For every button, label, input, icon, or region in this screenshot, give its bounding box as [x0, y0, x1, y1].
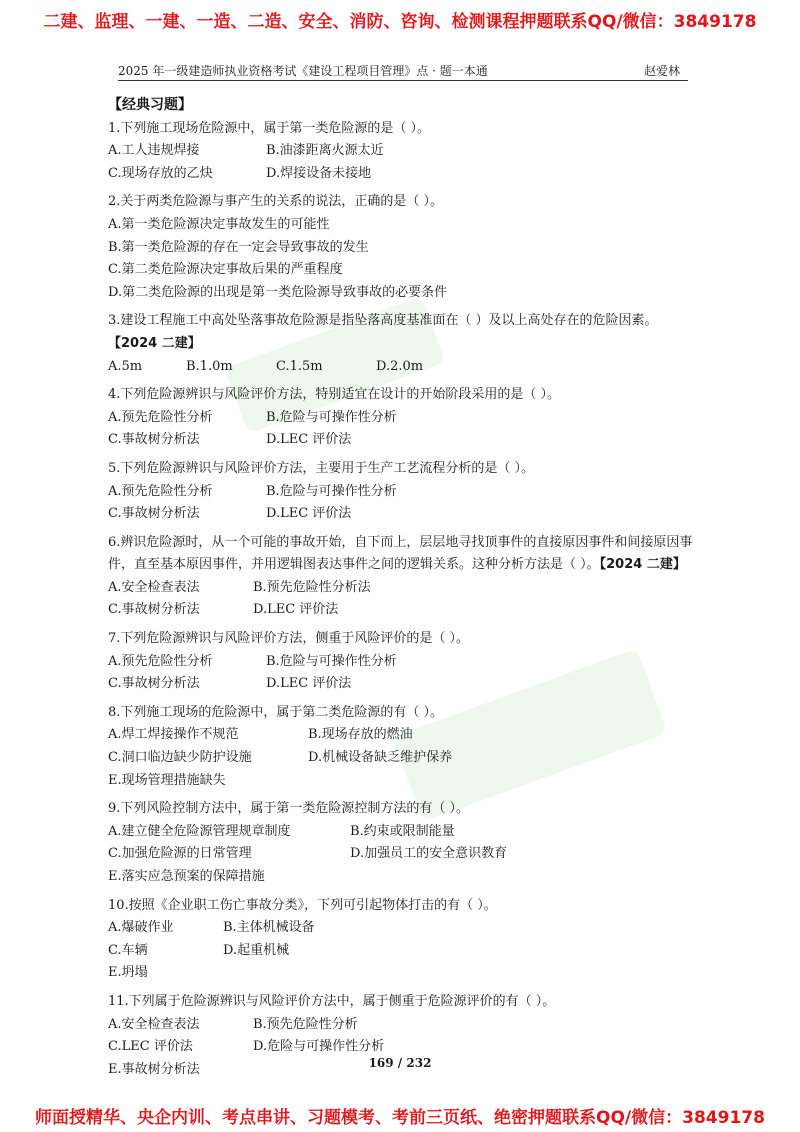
answer-option: A.预先危险性分析 — [108, 653, 213, 669]
question-item — [108, 384, 698, 452]
answer-option: C.第二类危险源决定事故后果的严重程度 — [108, 262, 343, 278]
exam-source-tag: 【2024 二建】 — [599, 557, 686, 573]
top-promo-banner: 二建、监理、一建、一造、二造、安全、消防、咨询、检测课程押题联系QQ/微信：3849178 — [43, 12, 757, 32]
answer-option: B.现场存放的燃油 — [308, 727, 413, 743]
option-row — [108, 651, 698, 674]
answer-option: A.5m — [108, 358, 143, 374]
answer-option: D.危险与可操作性分析 — [253, 1039, 385, 1055]
answer-option: D.起重机械 — [223, 942, 290, 958]
option-row — [108, 599, 698, 622]
question-stem — [108, 310, 698, 355]
option-row — [108, 481, 698, 504]
question-stem — [108, 118, 698, 141]
answer-option: A.建立健全危险源管理规章制度 — [108, 823, 291, 839]
answer-option: A.第一类危险源决定事故发生的可能性 — [108, 216, 330, 232]
answer-option: B.危险与可操作性分析 — [266, 483, 397, 499]
answer-option: C.车辆 — [108, 942, 148, 958]
option-row — [108, 724, 698, 747]
question-stem — [108, 991, 698, 1014]
header-author: 赵爱林 — [643, 64, 680, 78]
answer-option: C.事故树分析法 — [108, 506, 200, 522]
answer-option: A.爆破作业 — [108, 920, 174, 936]
answer-option: B.油漆距离火源太近 — [266, 143, 384, 159]
option-row — [108, 356, 698, 379]
question-stem — [108, 895, 698, 918]
question-item — [108, 798, 698, 888]
header-title: 2025 年一级建造师执业资格考试《建设工程项目管理》点 · 题一本通 — [118, 64, 488, 78]
answer-option: A.安全检查表法 — [108, 1016, 200, 1032]
answer-option: D.LEC 评价法 — [266, 676, 352, 692]
question-text: 5.下列危险源辨识与风险评价方法，主要用于生产工艺流程分析的是（ ）。 — [108, 460, 535, 476]
page-content — [108, 94, 698, 1081]
answer-option: B.危险与可操作性分析 — [266, 653, 397, 669]
answer-option: C.洞口临边缺少防护设施 — [108, 750, 252, 766]
question-text: 9.下列风险控制方法中，属于第一类危险源控制方法的有（ ）。 — [108, 801, 470, 817]
option-row — [108, 237, 698, 260]
answer-option: D.LEC 评价法 — [253, 602, 339, 618]
answer-option: B.主体机械设备 — [223, 920, 315, 936]
option-row — [108, 866, 698, 889]
answer-option: C.现场存放的乙炔 — [108, 165, 213, 181]
option-row — [108, 407, 698, 430]
option-row — [108, 962, 698, 985]
option-row — [108, 747, 698, 770]
option-row — [108, 1014, 698, 1037]
answer-option: D.第二类危险源的出现是第一类危险源导致事故的必要条件 — [108, 284, 448, 300]
answer-option: A.预先危险性分析 — [108, 483, 213, 499]
option-row — [108, 429, 698, 452]
option-row — [108, 917, 698, 940]
question-text: 1.下列施工现场危险源中，属于第一类危险源的是（ ）。 — [108, 120, 431, 136]
question-stem — [108, 384, 698, 407]
answer-option: D.焊接设备未接地 — [266, 165, 372, 181]
answer-option: E.现场管理措施缺失 — [108, 772, 226, 788]
option-row — [108, 140, 698, 163]
question-text: 11.下列属于危险源辨识与风险评价方法中，属于侧重于危险源评价的有（ ）。 — [108, 993, 556, 1009]
answer-option: D.LEC 评价法 — [266, 432, 352, 448]
answer-option: C.加强危险源的日常管理 — [108, 846, 252, 862]
question-text: 7.下列危险源辨识与风险评价方法，侧重于风险评价的是（ ）。 — [108, 631, 470, 647]
answer-option: C.事故树分析法 — [108, 676, 200, 692]
answer-option: E.落实应急预案的保障措施 — [108, 869, 265, 884]
question-item — [108, 895, 698, 985]
option-row — [108, 503, 698, 526]
answer-option: B.第一类危险源的存在一定会导致事故的发生 — [108, 239, 369, 255]
answer-option: A.安全检查表法 — [108, 579, 200, 595]
question-text: 6.辨识危险源时，从一个可能的事故开始，自下而上，层层地寻找顶事件的直接原因事件和间接原因事件，直至基本原因事件，并用逻辑图表达事件之间的逻辑关系。这种分析方法是（ ）。 — [108, 534, 693, 573]
answer-option: B.预先危险性分析法 — [253, 579, 371, 595]
page-number: 169 / 232 — [368, 1056, 432, 1070]
question-text: 3.建设工程施工中高处坠落事故危险源是指坠落高度基准面在（ ）及以上高处存在的危险因素。 — [108, 313, 658, 329]
question-text: 8.下列施工现场的危险源中，属于第二类危险源的有（ ）。 — [108, 704, 444, 720]
page-header — [118, 60, 688, 81]
option-row — [108, 163, 698, 186]
answer-option: D.2.0m — [376, 358, 424, 374]
answer-option: A.焊工焊接操作不规范 — [108, 727, 239, 743]
question-stem — [108, 628, 698, 651]
question-item — [108, 310, 698, 378]
answer-option: C.事故树分析法 — [108, 602, 200, 618]
question-text: 10.按照《企业职工伤亡事故分类》，下列可引起物体打击的有（ ）。 — [108, 897, 497, 913]
question-item — [108, 118, 698, 186]
option-row — [108, 282, 698, 305]
answer-option: E.坍塌 — [108, 965, 148, 981]
answer-option: E.事故树分析法 — [108, 1061, 200, 1077]
question-text: 4.下列危险源辨识与风险评价方法，特别适宜在设计的开始阶段采用的是（ ）。 — [108, 387, 561, 403]
exam-source-tag: 【2024 二建】 — [108, 335, 201, 351]
answer-option: C.LEC 评价法 — [108, 1039, 193, 1055]
answer-option: A.工人违规焊接 — [108, 143, 200, 159]
answer-option: C.1.5m — [276, 358, 323, 374]
option-row — [108, 214, 698, 237]
option-row — [108, 843, 698, 866]
question-item — [108, 458, 698, 526]
answer-option: D.加强员工的安全意识教育 — [350, 846, 508, 862]
section-title: 【经典习题】 — [108, 97, 192, 113]
question-stem — [108, 702, 698, 725]
question-stem — [108, 532, 698, 577]
question-stem — [108, 798, 698, 821]
option-row — [108, 770, 698, 793]
option-row — [108, 821, 698, 844]
answer-option: B.约束或限制能量 — [350, 823, 455, 839]
question-text: 2.关于两类危险源与事产生的关系的说法，正确的是（ ）。 — [108, 194, 444, 210]
answer-option: A.预先危险性分析 — [108, 409, 213, 425]
answer-option: B.预先危险性分析 — [253, 1016, 358, 1032]
answer-option: B.1.0m — [186, 358, 233, 374]
answer-option: C.事故树分析法 — [108, 432, 200, 448]
answer-option: D.LEC 评价法 — [266, 506, 352, 522]
question-item — [108, 532, 698, 622]
question-item — [108, 628, 698, 696]
option-row — [108, 673, 698, 696]
answer-option: D.机械设备缺乏维护保养 — [308, 750, 453, 766]
question-stem — [108, 191, 698, 214]
answer-option: B.危险与可操作性分析 — [266, 409, 397, 425]
question-item — [108, 191, 698, 304]
option-row — [108, 940, 698, 963]
question-stem — [108, 458, 698, 481]
option-row — [108, 259, 698, 282]
bottom-promo-banner: 师面授精华、央企内训、考点串讲、习题模考、考前三页纸、绝密押题联系QQ/微信：3849178 — [35, 1108, 765, 1128]
question-item — [108, 702, 698, 792]
option-row — [108, 577, 698, 600]
